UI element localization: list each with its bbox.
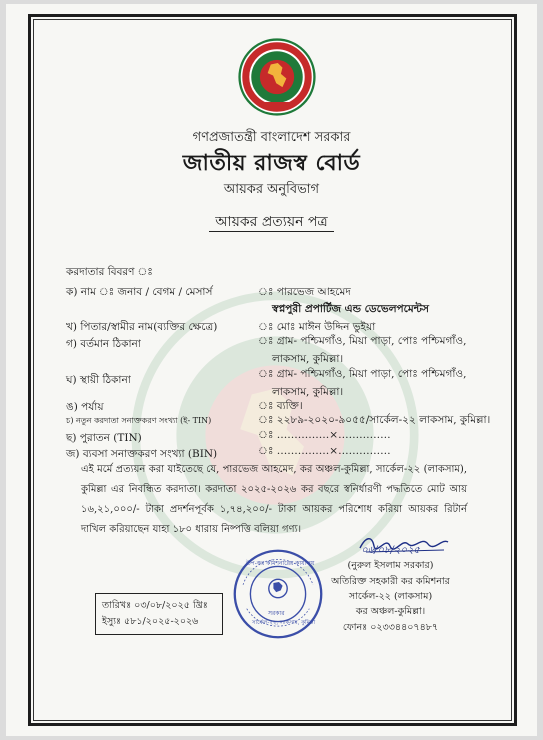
row-present-address-value2: লাকসাম, কুমিল্লা। xyxy=(272,353,344,365)
row-name-value: ঃ পারভেজ আহমেদ xyxy=(258,286,351,298)
row-etin-value: ঃ ২২৮৯-২০২০-৯০৫৫/সার্কেল-২২ লাকসাম, কুমিল্লা। xyxy=(258,414,491,426)
row-name-label: ক) নাম ঃ জনাব / বেগম / মেসার্স xyxy=(66,286,213,298)
row-etin-label: চ) নতুন করদাতা সনাক্তকরণ সংখ্যা (ই- TIN) xyxy=(66,416,212,425)
government-seal-icon xyxy=(238,38,316,116)
officer-circle: সার্কেল-২২ (লাকসাম) xyxy=(348,591,433,602)
row-company-value: স্বপ্নপুরী প্রপার্টিজ এন্ড ডেভেলপমেন্টস xyxy=(272,303,429,315)
row-father-value: ঃ মোঃ মাঈন উদ্দিন ভুইয়া xyxy=(258,321,376,333)
taxpayer-section-label: করদাতার বিবরণ ঃ xyxy=(66,266,153,278)
row-present-address-value: ঃ গ্রাম- পশ্চিমগাঁও, মিয়া পাড়া, পোঃ পশ্চিমগাঁও, xyxy=(258,335,467,347)
officer-zone: কর অঞ্চল-কুমিল্লা। xyxy=(355,606,426,617)
signature-date: ০৬/০৮/২০২৫ xyxy=(361,545,420,556)
officer-designation: অতিরিক্ত সহকারী কর কমিশনার xyxy=(331,576,450,587)
document-title-text: আয়কর প্রত্যয়ন পত্র xyxy=(209,214,333,232)
division-name: আয়কর অনুবিভাগ xyxy=(223,182,320,197)
certification-paragraph: এই মর্মে প্রত্যয়ন করা যাইতেছে যে, পারভেজ আহমেদ, কর অঞ্চল-কুমিল্লা, সার্কেল-২২ (লাকসাম), কুমিল্লা এর নিবন্ধিত করদাতা। করদাতা ২০২৫-২০২৬ কর বছরে স্বনির্ধারণী পদ্ধতিতে মোট আয় ১৬,২১,০০০/- টাকা প্রদর্শনপূর্বক ১,৭৪,২০০/- টাকা আয়কর পরিশোধ করিয়া আয়কর রিটার্ন দাখিল করিয়াছেন যাহা ১৮০ ধারায় নিষ্পত্তি বলিয়া গণ্য। xyxy=(81,464,467,535)
document-title xyxy=(0,210,543,234)
issue-date-box xyxy=(95,593,223,635)
stamp-center-text: সরকার xyxy=(268,610,285,617)
issue-date: তারিখঃ ০৩/০৮/২০২৫ খ্রিঃ xyxy=(102,600,208,611)
row-father-label: খ) পিতার/স্বামীর নাম(ব্যক্তির ক্ষেত্রে) xyxy=(66,321,218,333)
row-permanent-address-value2: লাকসাম, কুমিল্লা। xyxy=(272,386,344,398)
row-old-tin-label: ছ) পুরাতন (TIN) xyxy=(66,432,142,444)
government-name: গণপ্রজাতন্ত্রী বাংলাদেশ সরকার xyxy=(192,130,351,145)
stamp-bottom-text: সার্কেল-২২, লাকসাম, কুমিল্লা xyxy=(252,620,316,626)
row-bin-label: জ) ব্যবসা সনাক্তকরণ সংখ্যা (BIN) xyxy=(66,448,218,460)
stamp-top-text: উপ-কর কমিশনারের কার্যালয় xyxy=(246,560,315,567)
row-old-tin-value: ঃ ……………×…………… xyxy=(258,429,391,441)
officer-phone: ফোনঃ ০২৩৩৪৪০৭৪৮৭ xyxy=(342,622,439,633)
row-category-label: ঙ) পর্যায় xyxy=(66,401,104,413)
row-permanent-address-value: ঃ গ্রাম- পশ্চিমগাঁও, মিয়া পাড়া, পোঃ পশ্চিমগাঁও, xyxy=(258,368,467,380)
issue-number: ইস্যুঃ ৫৮১/২০২৫-২০২৬ xyxy=(102,616,199,627)
row-bin-value: ঃ ……………×…………… xyxy=(258,445,391,457)
row-category-value: ঃ ব্যক্তি। xyxy=(258,400,303,412)
row-present-address-label: গ) বর্তমান ঠিকানা xyxy=(66,338,141,350)
board-name: জাতীয় রাজস্ব বোর্ড xyxy=(182,150,361,176)
officer-name: (নুরুল ইসলাম সরকার) xyxy=(347,560,434,571)
row-permanent-address-label: ঘ) স্থায়ী ঠিকানা xyxy=(66,374,131,386)
